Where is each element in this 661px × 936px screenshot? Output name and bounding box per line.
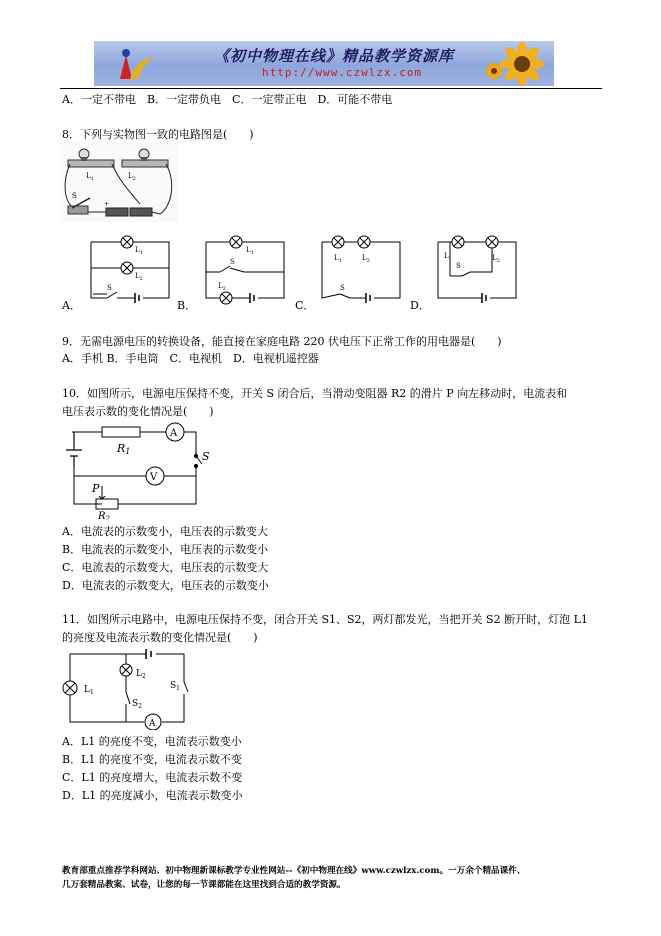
q10-option-a: A．电流表的示数变小，电压表的示数变大 <box>62 525 268 538</box>
q10-ammeter-icon: A <box>170 428 178 439</box>
q10-stem-line2: 电压表示数的变化情况是( ) <box>62 405 214 418</box>
site-logo-icon <box>112 45 158 83</box>
q10-label-r1: R1 <box>117 442 131 456</box>
q10-option-b: B．电流表的示数变小，电压表的示数变小 <box>62 543 269 556</box>
q10-label-r2: $R_2$ <box>98 511 110 520</box>
q9-stem: 9．无需电源电压的转换设备，能直接在家庭电路 220 伏电压下正常工作的用电器是( ) <box>62 335 502 348</box>
svg-text:L2: $L_2$ <box>135 272 143 282</box>
q11-stem-line1: 11．如图所示电路中，电源电压保持不变，闭合开关 S1、S2，两灯都发光，当把开关 S2 断开时，灯泡 L1 <box>62 613 588 626</box>
header-rule <box>60 88 602 89</box>
q11-label-s1: $S_1$ <box>170 681 180 692</box>
svg-text:L2: $L_2$ <box>492 254 500 264</box>
svg-text:S: S <box>456 262 461 270</box>
q7-options: A．一定不带电 B．一定带负电 C．一定带正电 D．可能不带电 <box>62 93 393 106</box>
q8-stem: 8．下列与实物图一致的电路图是( ) <box>62 128 254 141</box>
q8-diagram-d <box>432 232 522 308</box>
q11-circuit-diagram <box>62 646 192 730</box>
svg-text:L1: $L_1$ <box>135 246 143 256</box>
q11-ammeter-icon: A <box>149 719 156 729</box>
q8-diagram-a <box>85 232 175 308</box>
q8-choice-b-label: B． <box>177 299 197 312</box>
q11-label-s2: $S_2$ <box>132 699 142 710</box>
svg-text:L1: $L_1$ <box>444 252 452 262</box>
footer-line1: 教育部重点推荐学科网站、初中物理新课标教学专业性网站--《初中物理在线》www.czwlzx.com。一万余个精品课件、 <box>62 866 526 876</box>
q10-circuit-diagram <box>62 420 222 520</box>
q11-option-d: D．L1 的亮度减小，电流表示数变小 <box>62 789 243 802</box>
q8-diagram-c <box>316 232 406 308</box>
sunflower-icon <box>484 41 554 86</box>
q8-photo-label-l1: $L_1$ <box>86 172 94 182</box>
q11-option-c: C．L1 的亮度增大，电流表示数不变 <box>62 771 243 784</box>
q10-option-d: D．电流表的示数变大，电压表的示数变小 <box>62 579 269 592</box>
q11-option-a: A．L1 的亮度不变，电流表示数变小 <box>62 735 242 748</box>
banner-title: 《初中物理在线》精品教学资源库 <box>214 47 455 65</box>
footer-line2: 几万套精品教案、试卷，让您的每一节课都能在这里找到合适的教学资源。 <box>62 880 346 890</box>
q10-label-p: P <box>92 482 100 495</box>
q8-photo-label-l2: $L_2$ <box>128 172 136 182</box>
q8-choice-a-label: A． <box>62 299 81 312</box>
q10-voltmeter-icon: V <box>150 472 158 483</box>
svg-text:S: S <box>340 284 345 292</box>
svg-text:L1: $L_1$ <box>246 246 254 256</box>
q8-diagram-b <box>200 232 290 308</box>
q10-option-c: C．电流表的示数变大，电压表的示数变大 <box>62 561 269 574</box>
q9-options: A．手机 B．手电筒 C．电视机 D．电视机遥控器 <box>62 352 319 365</box>
svg-text:S: S <box>107 284 112 292</box>
q8-choice-d-label: D． <box>410 299 430 312</box>
banner-url: http://www.czwlzx.com <box>262 66 423 79</box>
svg-text:L2: $L_2$ <box>362 254 370 264</box>
q10-stem-line1: 10．如图所示，电源电压保持不变，开关 S 闭合后，当滑动变阻器 R2 的滑片 P 向左移动时，电流表和 <box>62 387 568 400</box>
svg-text:L2: $L_2$ <box>218 282 226 292</box>
q11-stem-line2: 的亮度及电流表示数的变化情况是( ) <box>62 631 258 644</box>
q11-label-l2: $L_2$ <box>136 669 146 680</box>
svg-text:+: + <box>104 201 110 208</box>
q11-option-b: B．L1 的亮度不变，电流表示数不变 <box>62 753 242 766</box>
q8-photo-circuit <box>60 142 178 222</box>
q10-label-s: S <box>202 450 210 463</box>
q8-photo-label-s: S <box>72 192 77 200</box>
header-banner <box>94 41 554 86</box>
svg-text:L1: $L_1$ <box>334 254 342 264</box>
q8-choice-c-label: C． <box>295 299 315 312</box>
svg-text:S: S <box>230 258 235 266</box>
q11-label-l1: $L_1$ <box>84 685 94 696</box>
